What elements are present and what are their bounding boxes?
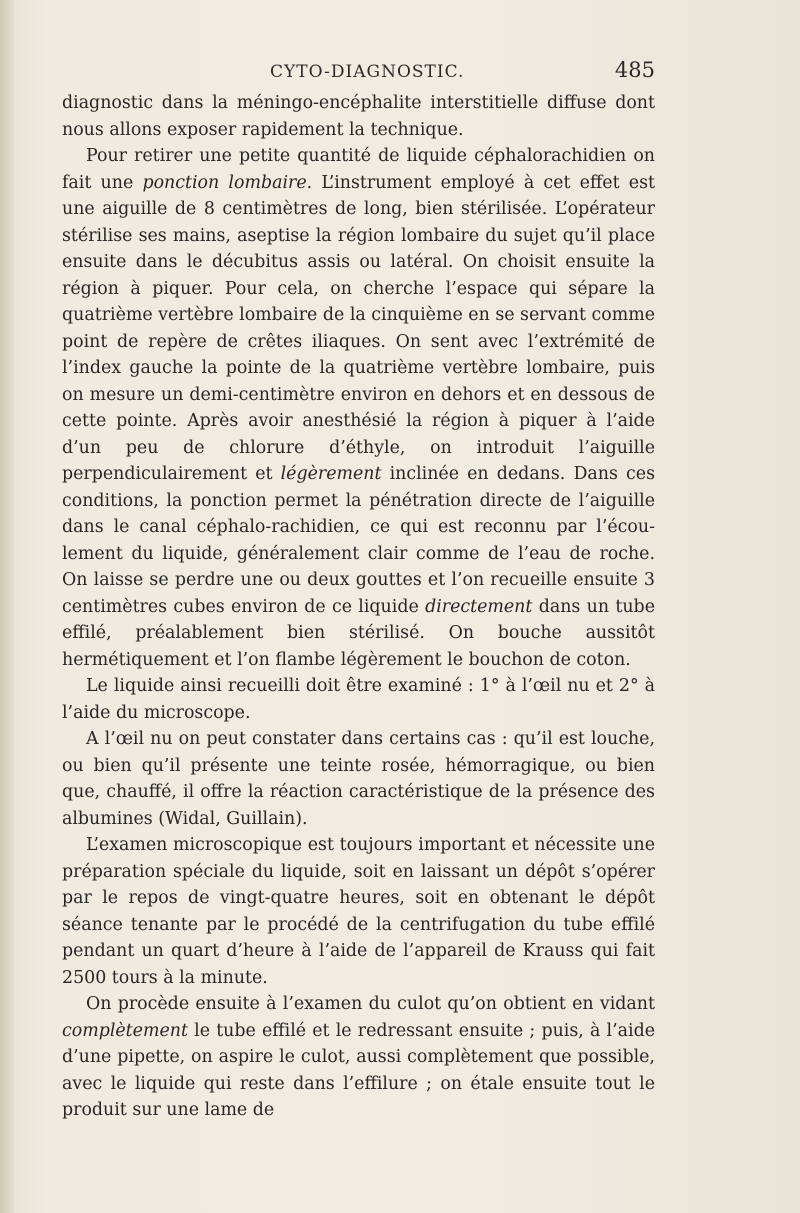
paragraph bbox=[62, 991, 655, 1124]
text-run: A l’œil nu on peut constater dans certains cas : qu’il est louche, ou bien qu’il présente une teinte rosée, hémorragique, ou bien que, chauffé, il offre la réaction caractéristique de la présence des albumines (Widal, Guillain). bbox=[62, 729, 655, 829]
paragraph bbox=[62, 143, 655, 673]
paragraph bbox=[62, 832, 655, 991]
text-run: L’examen microscopique est toujours important et nécessite une préparation spéciale du liquide, soit en laissant un dépôt s’opérer par le repos de vingt-quatre heures, soit en obtenant le dépôt séance tenante par le procédé de la centrifugation du tube effilé pendant un quart d’heure à l’aide de l’appareil de Krauss qui fait 2500 tours à la minute. bbox=[62, 835, 655, 988]
italic-run: légèrement bbox=[280, 464, 382, 484]
italic-run: directement bbox=[425, 596, 533, 617]
paragraph bbox=[62, 90, 655, 143]
text-run: diagnostic dans la méningo-encéphalite interstitielle diffuse dont nous allons exposer rapidement la technique. bbox=[62, 93, 655, 140]
text-run: . L’instrument employé à cet effet est une aiguille de 8 centimètres de long, bien stérilisée. L’opérateur stérilise ses mains, aseptise la région lombaire du sujet qu’il place ensuite dans le décubitus assis ou latéral. On choisit ensuite la région à piquer. Pour cela, on cherche l’espace qui sépare la quatrième vertèbre lombaire de la cinquième en se servant comme point de repère de crêtes iliaques. On sent avec l’extrémité de l’index gauche la pointe de la quatrième vertèbre lombaire, puis on mesure un demi-centimètre environ en dehors et en dessous de cette pointe. Après avoir anesthésié la région à piquer à l’aide d’un peu de chlorure d’éthyle, on introduit l’aiguille perpendiculairement et bbox=[62, 172, 655, 484]
text-run: Le liquide ainsi recueilli doit être examiné : 1° à l’œil nu et 2° à l’aide du microscope. bbox=[62, 676, 655, 723]
text-run: On procède ensuite à l’examen du culot qu’on obtient en vidant bbox=[86, 994, 655, 1014]
text-run: Pour retirer une petite quantité de liquide céphalorachidien on fait une bbox=[62, 146, 655, 193]
italic-run: complètement bbox=[62, 1020, 188, 1041]
page-number: 485 bbox=[614, 58, 655, 82]
body-text bbox=[62, 90, 655, 1124]
running-title: CYTO-DIAGNOSTIC. bbox=[270, 62, 465, 82]
paragraph bbox=[62, 726, 655, 832]
text-run: inclinée en dedans. Dans ces conditions, la ponction permet la pénétration directe de l’aiguille dans le canal céphalo-rachidien, ce qui est reconnu par l’écoulement du liquide, généralement clair comme de l’eau de roche. On laisse se perdre une ou deux gouttes et l’on recueille ensuite 3 centimètres cubes environ de ce liquide bbox=[62, 464, 655, 617]
paragraph bbox=[62, 673, 655, 726]
text-run: le tube effilé et le redressant ensuite ; puis, à l’aide d’une pipette, on aspire le culot, aussi complètement que possible, avec le liquide qui reste dans l’effilure ; on étale ensuite tout le produit sur une lame de bbox=[62, 1020, 655, 1120]
text-run: dans un tube effilé, préalablement bien stérilisé. On bouche aussitôt hermétiquement et l’on flambe légèrement le bouchon de coton. bbox=[62, 596, 655, 670]
page-header bbox=[62, 54, 655, 88]
page-binding-edge bbox=[0, 0, 14, 1213]
italic-run: ponction lombaire bbox=[142, 172, 307, 193]
